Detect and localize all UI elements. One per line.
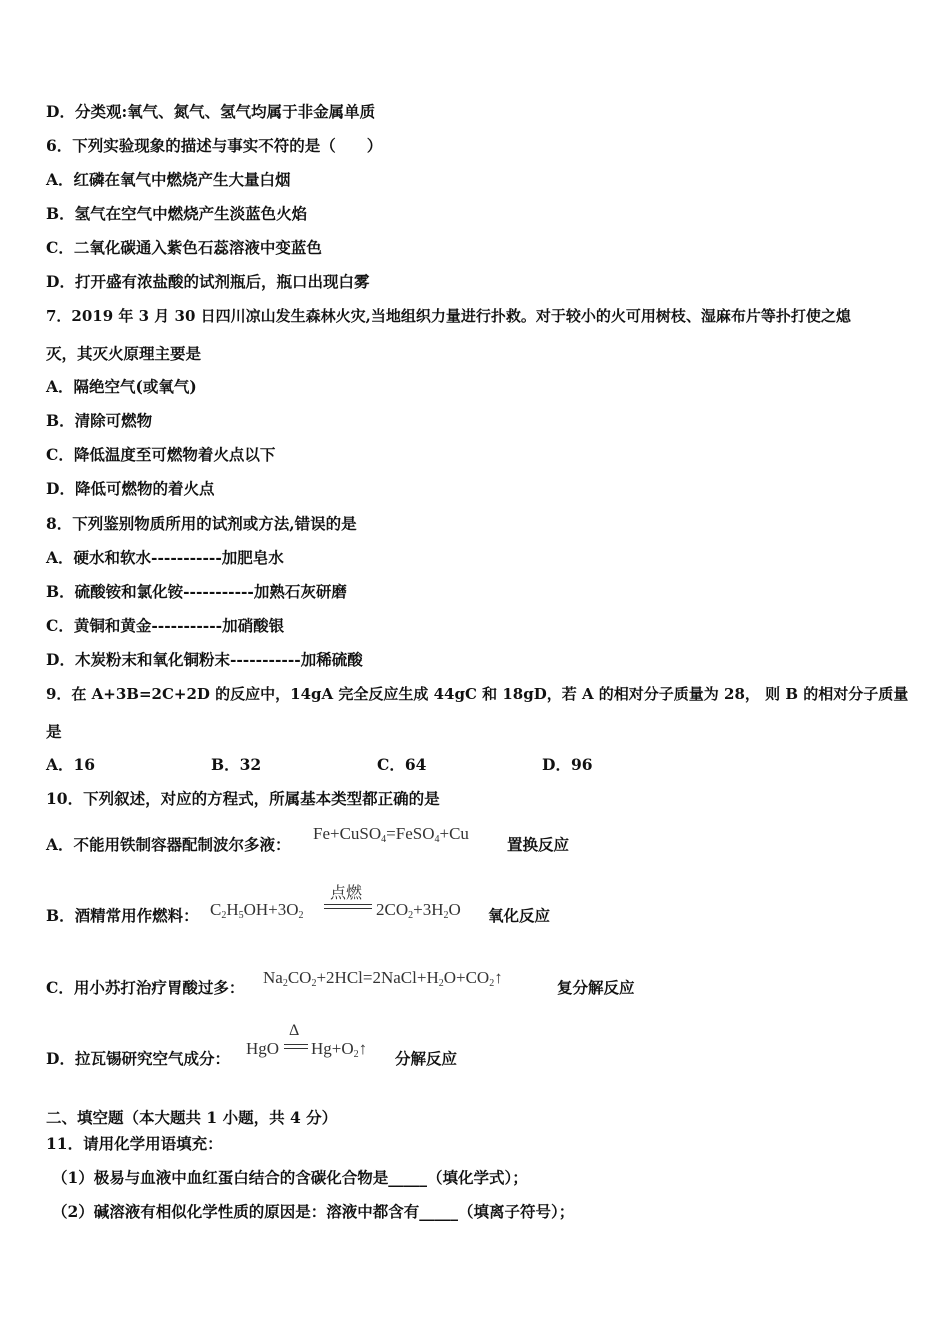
q10-equation-b-right: $2CO_2+3H_2O$ — [376, 900, 461, 921]
q8-option-c: C．黄铜和黄金-----------加硝酸银 — [46, 616, 285, 635]
q10-option-c-label: C．用小苏打治疗胃酸过多： — [46, 978, 245, 997]
section-2-heading: 二、填空题（本大题共 1 小题，共 4 分） — [46, 1108, 338, 1127]
q7-option-a: A．隔绝空气(或氧气) — [46, 377, 197, 396]
q10-condition-ignite: 点燃 — [330, 885, 363, 902]
q10-equation-c: $Na_2CO_2+2HCl=2NaCl+H_2O+CO_2↑$ — [263, 968, 503, 989]
q6-stem: 6．下列实验现象的描述与事实不符的是（ ） — [46, 136, 383, 155]
q10-option-d-type: 分解反应 — [395, 1049, 458, 1068]
q8-stem: 8．下列鉴别物质所用的试剂或方法,错误的是 — [46, 514, 357, 533]
q11-part-1: （1）极易与血液中血红蛋白结合的含碳化合物是_____（填化学式）； — [52, 1168, 528, 1187]
q10-equation-b-left: $C_2H_5OH+3O_2$ — [210, 900, 304, 921]
q7-stem-line2: 灭，其灭火原理主要是 — [46, 344, 202, 363]
q10-option-d-label: D．拉瓦锡研究空气成分： — [46, 1049, 230, 1068]
q10-option-a-type: 置换反应 — [507, 835, 570, 854]
q9-option-d: D．96 — [542, 755, 593, 774]
q9-option-c: C．64 — [377, 755, 427, 774]
q10-option-b-type: 氧化反应 — [488, 906, 551, 925]
q10-equation-d-left: HgO — [246, 1039, 280, 1058]
q10-option-a-label: A．不能用铁制容器配制波尔多液： — [46, 835, 291, 854]
q6-option-d: D．打开盛有浓盐酸的试剂瓶后，瓶口出现白雾 — [46, 272, 370, 291]
q8-option-b: B．硫酸铵和氯化铵-----------加熟石灰研磨 — [46, 582, 347, 601]
q9-stem-line2: 是 — [46, 722, 62, 741]
q10-equation-a: Fe+CuSO$_4$=FeSO$_4$+Cu — [313, 824, 469, 845]
q8-option-d: D．木炭粉末和氧化铜粉末-----------加稀硫酸 — [46, 650, 363, 669]
q7-option-b: B．清除可燃物 — [46, 411, 153, 430]
q9-option-a: A．16 — [46, 755, 96, 774]
q6-option-a: A．红磷在氧气中燃烧产生大量白烟 — [46, 170, 291, 189]
q10-condition-heat: Δ — [289, 1022, 300, 1039]
q11-stem: 11．请用化学用语填充： — [46, 1134, 223, 1153]
q6-option-b: B．氢气在空气中燃烧产生淡蓝色火焰 — [46, 204, 308, 223]
q10-stem: 10．下列叙述，对应的方程式，所属基本类型都正确的是 — [46, 789, 440, 808]
q7-stem-line1: 7．2019 年 3 月 30 日四川凉山发生森林火灾,当地组织力量进行扑救。对于较小的火可用树枝、湿麻布片等扑打使之熄 — [46, 307, 851, 325]
q10-equation-d-right: $Hg+O_2↑$ — [311, 1039, 368, 1060]
q9-option-b: B．32 — [211, 755, 262, 774]
q6-option-c: C．二氧化碳通入紫色石蕊溶液中变蓝色 — [46, 238, 322, 257]
q5-option-d: D．分类观:氧气、氮气、氢气均属于非金属单质 — [46, 102, 376, 121]
q7-option-c: C．降低温度至可燃物着火点以下 — [46, 445, 276, 464]
q9-stem-line1: 9．在 A+3B=2C+2D 的反应中，14gA 完全反应生成 44gC 和 18gD，若 A 的相对分子质量为 28， 则 B 的相对分子质量 — [46, 685, 909, 703]
q7-option-d: D．降低可燃物的着火点 — [46, 479, 215, 498]
q10-option-c-type: 复分解反应 — [557, 978, 635, 997]
q10-equation-b-equals — [324, 904, 372, 909]
q8-option-a: A．硬水和软水-----------加肥皂水 — [46, 548, 284, 567]
q10-equation-d-equals — [284, 1044, 308, 1049]
q10-option-b-label: B．酒精常用作燃料： — [46, 906, 199, 925]
q11-part-2: （2）碱溶液有相似化学性质的原因是：溶液中都含有_____（填离子符号）； — [52, 1202, 575, 1221]
